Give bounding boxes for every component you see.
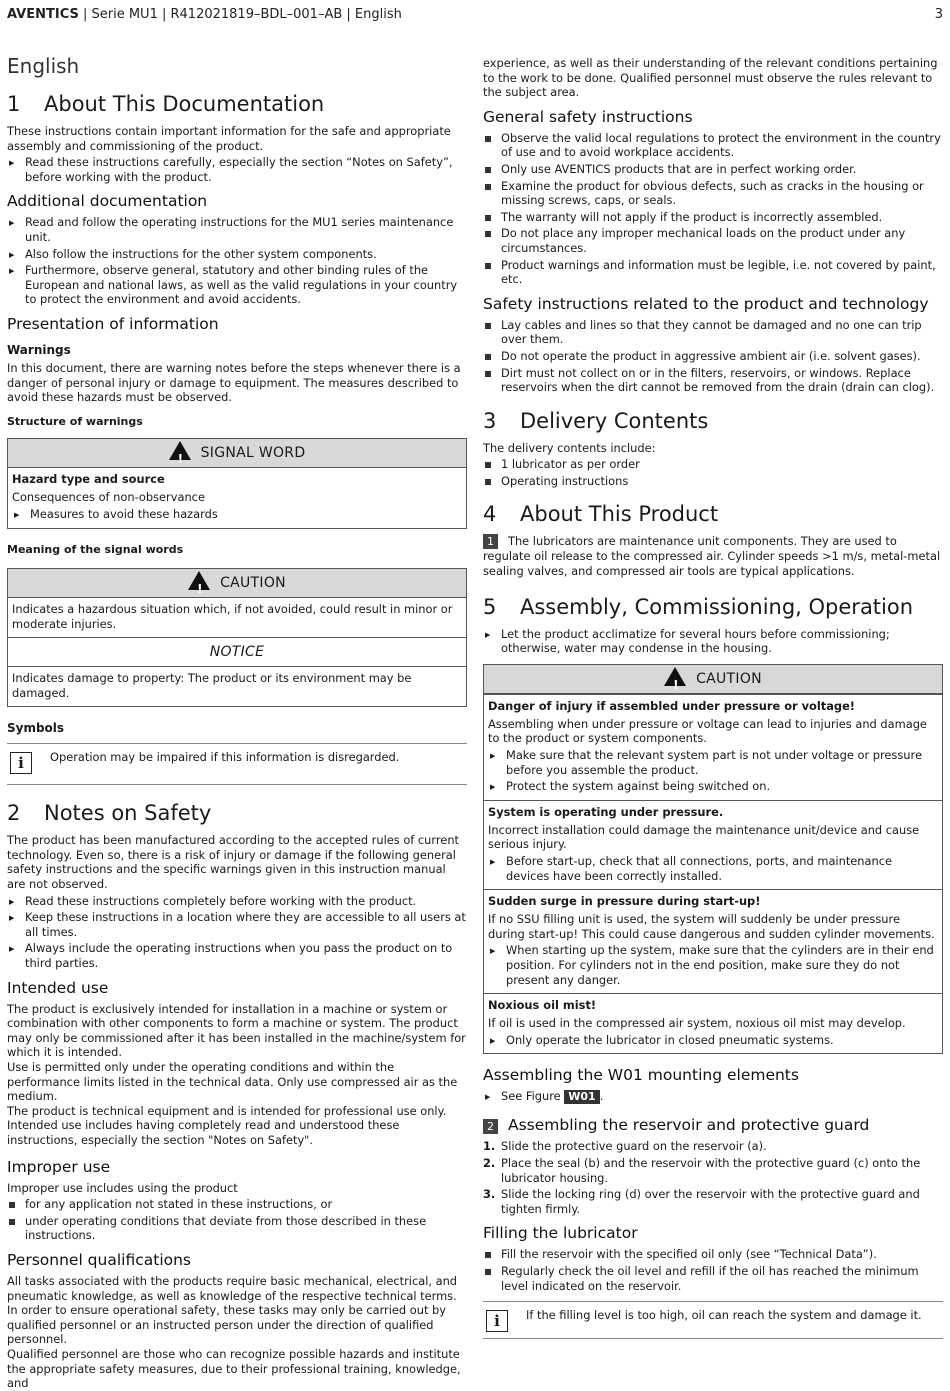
- w01-title: Assembling the W01 mounting elements: [483, 1066, 799, 1085]
- filling-title: Filling the lubricator: [483, 1224, 638, 1243]
- additional-doc-title: Additional documentation: [7, 192, 208, 211]
- right-column: experience, as well as their understanding of the relevant conditions pertaining to the work to be done. Qualified personnel must observe the rules relevant to the subject area. General safety instructions Observe the valid local regulations to protect the environment in the country of use and to avoid workplace accidents. Only use AVENTICS products that are in perfect working order. Examine the product for obvious defects, such as cracks in the housing or missing screws, caps, or seals. The warranty will not apply if the product is incorrectly assembled. Do not place any improper mechanical loads on the product under any circumstances. Product warnings and information must be legible, i.e. not covered by paint, etc. Safety instructions related to the product and technology Lay cables and lines so that they cannot be damaged and no one can trip over them. Do not operate the product in aggressive ambient air (i.e. solvent gases). Dirt must not collect on or in the filters, reservoirs, or windows. Replace reservoirs when the dirt cannot be removed from the drain (drain can clog). 3 Delivery Contents The delivery contents include: 1 lubricator as per order Operating instructions 4 About This Product 1 The lubricators are maintenance unit components. They are used to regulate oil release to the compressed air. Cylinder speeds >1 m/s, metal-metal sealing valves, and compressed air tools are typical applications. 5 Assembly, Commissioning, Operation ▶ Let the product acclimatize for several hours before commissioning; otherwise, water may condense in the housing. !CAUTION Danger of injury if assembled under pressure or voltage! Assembling when under pressure or voltage can lead to injuries and damage to the product or system components. ▶ Make sure that the relevant system part is not under voltage or pressure before you assemble the product. ▶ Protect the system against being switched on. System is operating under pressure. Incorrect installation could damage the maintenance unit/device and cause serious injury. ▶ Before start-up, check that all connections, ports, and maintenance devices have been correctly installed. Sudden surge in pressure during start-up! If no SSU filling unit is used, the system will suddenly be under pressure during start-up! This could cause dangerous and sudden cylinder movements. ▶ When starting up the system, make sure that the cylinders are in their end position. For cylinders not in the end position, make sure they do not present any danger. Noxious oil mist! If oil is used in the compressed air system, noxious oil mist may develop. ▶ Only operate the lubricator in closed pneumatic systems. Assembling the W01 mounting elements ▶ See Figure W01 . 2 Assembling the reservoir and protective guard 1. Slide the protective guard on the reservoir (a). 2. Place the seal (b) and the reservoir with the protective guard (c) onto the lubricator housing. 3. Slide the locking ring (d) over the reservoir with the protective guard and tighten firmly. Filling the lubricator Fill the reservoir with the specified oil only (see “Technical Data”). Regularly check the oil level and refill if the oil has reached the minimum level indicated on the reservoir. i If the filling level is too high, oil can reach the system and damage it.: [483, 56, 943, 1339]
- general-safety-list: Observe the valid local regulations to protect the environment in the country of use and to avoid workplace accidents. Only use AVENTICS products that are in perfect working order. Examine the product for obvious defects, such as cracks in the housing or missing screws, caps, or seals. The warranty will not apply if the product is incorrectly assembled. Do not place any improper mechanical loads on the product under any circumstances. Product warnings and information must be legible, i.e. not covered by paint, etc.: [483, 131, 943, 287]
- consequence-text: Consequences of non-observance: [12, 489, 205, 504]
- section-1-intro: These instructions contain important information for the safe and appropriate assembly and commissioning of the product.: [7, 124, 451, 153]
- improper-use-title: Improper use: [7, 1157, 111, 1176]
- reservoir-title: 2 Assembling the reservoir and protective guard: [483, 1116, 943, 1134]
- section-5-title: 5 Assembly, Commissioning, Operation: [483, 594, 914, 619]
- section-3-title: 3 Delivery Contents: [483, 408, 709, 433]
- measure-item: ▶ Measures to avoid these hazards: [12, 507, 462, 522]
- product-description: 1 The lubricators are maintenance unit components. They are used to regulate oil release to the compressed air. Cylinder speeds >1 m/s, metal-metal sealing valves, and compressed air tools are typical applications.: [483, 534, 941, 579]
- symbols-info: i Operation may be impaired if this information is disregarded.: [7, 743, 467, 785]
- section-1-bullets: ▶ Read these instructions carefully, especially the section “Notes on Safety”, before working with the product.: [7, 155, 467, 184]
- improper-use-list: for any application not stated in these instructions, or under operating conditions that deviate from those described in these instructions.: [7, 1197, 467, 1243]
- structure-title: Structure of warnings: [7, 414, 143, 428]
- header-info: | Serie MU1 | R412021819–BDL–001–AB | English: [78, 7, 402, 22]
- delivery-list: 1 lubricator as per order Operating instructions: [483, 457, 943, 488]
- notice-text: Indicates damage to property: The product or its environment may be damaged.: [12, 671, 412, 700]
- language-heading: English: [7, 54, 80, 78]
- caution-header: !CAUTION: [8, 569, 466, 598]
- figure-1-badge: 1: [483, 534, 498, 549]
- warning-icon: [664, 667, 686, 686]
- figure-w01-badge: W01: [564, 1090, 599, 1104]
- additional-doc-list: ▶ Read and follow the operating instructions for the MU1 series maintenance unit. ▶ Also follow the instructions for the other system components. ▶ Furthermore, observe general, statutory and other binding rules of the European and national laws, as well as the valid regulations in your country to protect the environment and avoid accidents.: [7, 215, 467, 307]
- general-safety-title: General safety instructions: [483, 107, 693, 126]
- page-number: 3: [934, 7, 943, 22]
- product-safety-list: Lay cables and lines so that they cannot be damaged and no one can trip over them. Do not operate the product in aggressive ambient air (i.e. solvent gases). Dirt must not collect on or in the filters, reservoirs, or windows. Replace reservoirs when the dirt cannot be removed from the drain (drain can clog).: [483, 318, 943, 395]
- reservoir-steps: 1. Slide the protective guard on the reservoir (a). 2. Place the seal (b) and the reservoir with the protective guard (c) onto the lubricator housing. 3. Slide the locking ring (d) over the reservoir with the protective guard and tighten firmly.: [483, 1139, 921, 1216]
- section-2-title: 2 Notes on Safety: [7, 801, 212, 826]
- assembly-caution-box: !CAUTION Danger of injury if assembled under pressure or voltage! Assembling when under pressure or voltage can lead to injuries and damage to the product or system components. ▶ Make sure that the relevant system part is not under voltage or pressure before you assemble the product. ▶ Protect the system against being switched on. System is operating under pressure. Incorrect installation could damage the maintenance unit/device and cause serious injury. ▶ Before start-up, check that all connections, ports, and maintenance devices have been correctly installed. Sudden surge in pressure during start-up! If no SSU filling unit is used, the system will suddenly be under pressure during start-up! This could cause dangerous and sudden cylinder movements. ▶ When starting up the system, make sure that the cylinders are in their end position. For cylinders not in the end position, make sure they do not present any danger. Noxious oil mist! If oil is used in the compressed air system, noxious oil mist may develop. ▶ Only operate the lubricator in closed pneumatic systems.: [483, 664, 943, 1055]
- personnel-title: Personnel qualifications: [7, 1250, 192, 1269]
- figure-2-badge: 2: [483, 1119, 498, 1134]
- left-column: English 1 About This Documentation These instructions contain important information for the safe and appropriate assembly and commissioning of the product. ▶ Read these instructions carefully, especially the section “Notes on Safety”, before working with the product. Additional documentation ▶ Read and follow the operating instructions for the MU1 series maintenance unit. ▶ Also follow the instructions for the other system components. ▶ Furthermore, observe general, statutory and other binding rules of the European and national laws, as well as the valid regulations in your country to protect the environment and avoid accidents. Presentation of information Warnings In this document, there are warning notes before the steps whenever there is a danger of personal injury or damage to equipment. The measures described to avoid these hazards must be observed. Structure of warnings !SIGNAL WORD Hazard type and source Consequences of non-observance ▶ Measures to avoid these hazards Meaning of the signal words !CAUTION Indicates a hazardous situation which, if not avoided, could result in minor or moderate injuries. NOTICE Indicates damage to property: The product or its environment may be damaged. Symbols i Operation may be impaired if this information is disregarded. 2 Notes on Safety The product has been manufactured according to the accepted rules of current technology. Even so, there is a risk of injury or damage if the following general safety instructions and the specific warnings given in this instruction manual are not observed. ▶ Read these instructions completely before working with the product. ▶ Keep these instructions in a location where they are accessible to all users at all times. ▶ Always include the operating instructions when you pass the product on to third parties. Intended use The product is exclusively intended for installation in a machine or system or combination with other components to form a machine or system. The product may only be commissioned after it has been installed in the machine/system for which it is intended. Use is permitted only under the operating conditions and within the performance limits listed in the technical data. Only use compressed air as the medium. The product is technical equipment and is intended for professional use only. Intended use includes having completely read and understood these instructions, especially the section "Notes on Safety". Improper use Improper use includes using the product for any application not stated in these instructions, or under operating conditions that deviate from those described in these instructions. Personnel qualifications All tasks associated with the products require basic mechanical, electrical, and pneumatic knowledge, as well as knowledge of the respective technical terms. In order to ensure operational safety, these tasks may only be carried out by qualified personnel or an instructed person under the direction of qualified personnel. Qualified personnel are those who can recognize possible hazards and institute the appropriate safety measures, due to their professional training, knowledge, and: [7, 54, 467, 1391]
- info-icon: i: [486, 1310, 508, 1332]
- caution-header: !CAUTION: [484, 665, 942, 694]
- product-safety-title: Safety instructions related to the product and technology: [483, 294, 929, 313]
- warnings-text: In this document, there are warning notes before the steps whenever there is a danger of personal injury or damage to equipment. The measures described to avoid these hazards must be observed.: [7, 360, 461, 405]
- warning-icon: [188, 571, 210, 590]
- filling-list: Fill the reservoir with the specified oil only (see “Technical Data”). Regularly check the oil level and refill if the oil has reached the minimum level indicated on the reservoir.: [483, 1247, 943, 1293]
- presentation-title: Presentation of information: [7, 314, 219, 333]
- symbols-title: Symbols: [7, 721, 65, 736]
- section-2-bullets: ▶ Read these instructions completely before working with the product. ▶ Keep these instructions in a location where they are accessible to all users at all times. ▶ Always include the operating instructions when you pass the product on to third parties.: [7, 894, 467, 971]
- section-1-title: 1 About This Documentation: [7, 92, 325, 116]
- intended-use-title: Intended use: [7, 978, 109, 997]
- meaning-title: Meaning of the signal words: [7, 542, 184, 556]
- info-icon: i: [10, 752, 32, 774]
- section-4-title: 4 About This Product: [483, 502, 719, 527]
- signal-word-box: [7, 438, 467, 529]
- personnel-continued: experience, as well as their understanding of the relevant conditions pertaining to the work to be done. Qualified personnel must observe the rules relevant to the subject area.: [483, 56, 938, 100]
- section-2-intro: The product has been manufactured according to the accepted rules of current technology. Even so, there is a risk of injury or damage if the following general safety instructions and the specific warnings given in this instruction manual are not observed.: [7, 833, 460, 892]
- brand-name: AVENTICS: [7, 7, 79, 22]
- page-header: [7, 7, 943, 22]
- caution-text: Indicates a hazardous situation which, if not avoided, could result in minor or moderate injuries.: [12, 601, 453, 631]
- filling-info: i If the filling level is too high, oil can reach the system and damage it.: [483, 1301, 943, 1339]
- w01-step: ▶ See Figure W01 .: [483, 1089, 943, 1104]
- caution-notice-box: [7, 568, 467, 707]
- signal-word-header: !SIGNAL WORD: [8, 439, 466, 468]
- hazard-type: Hazard type and source: [12, 471, 165, 486]
- warning-icon: [169, 441, 191, 460]
- notice-header: NOTICE: [8, 637, 466, 667]
- warnings-title: Warnings: [7, 342, 71, 357]
